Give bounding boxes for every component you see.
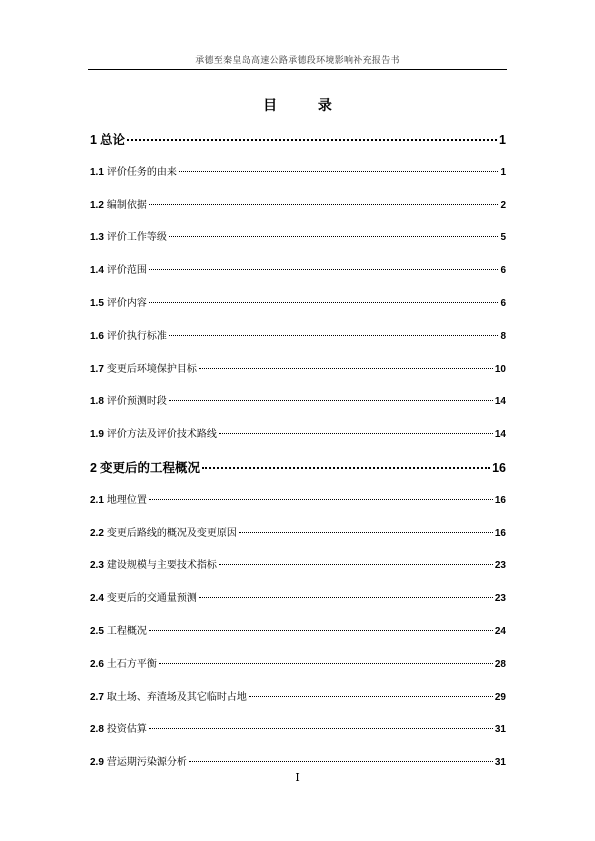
toc-entry-label: 评价范围 [106, 265, 147, 277]
toc-entry-label: 评价方法及评价技术路线 [106, 429, 217, 441]
toc-section-entry[interactable] [90, 589, 506, 604]
toc-entry-page: 8 [500, 330, 506, 342]
toc-entry-page: 16 [494, 527, 506, 539]
toc-entry-number: 2.7 [90, 691, 104, 703]
toc-leader-dots [219, 564, 493, 565]
toc-chapter-entry[interactable] [90, 130, 506, 148]
toc-entry-label: 评价任务的由来 [106, 166, 177, 178]
toc-entry-page: 2 [500, 199, 506, 211]
toc-entry-label: 建设规模与主要技术指标 [106, 560, 217, 572]
toc-entry-number: 1.1 [90, 166, 104, 178]
toc-entry-label: 变更后环境保护目标 [106, 363, 197, 375]
toc-leader-dots [179, 171, 499, 172]
toc-leader-dots [169, 400, 493, 401]
toc-entry-page: 14 [494, 396, 506, 408]
toc-leader-dots [219, 433, 493, 434]
toc-entry-page: 1 [499, 133, 506, 147]
toc-entry-label: 总论 [99, 132, 125, 147]
toc-entry-number: 1.9 [90, 429, 104, 441]
toc-entry-label: 编制依据 [106, 199, 147, 211]
toc-entry-number: 2.3 [90, 560, 104, 572]
toc-entry-number: 1.5 [90, 298, 104, 309]
toc-leader-dots [149, 499, 493, 500]
toc-section-entry[interactable] [90, 524, 506, 539]
toc-entry-number: 1.3 [90, 232, 104, 244]
toc-entry-number: 2 [90, 461, 97, 475]
page-number: I [295, 771, 300, 784]
toc-entry-number: 1.2 [90, 199, 104, 211]
toc-leader-dots [169, 236, 499, 237]
toc-leader-dots [149, 630, 493, 631]
toc-section-entry[interactable] [90, 655, 506, 670]
toc-leader-dots [199, 368, 493, 369]
toc-entry-page: 14 [494, 429, 506, 441]
toc-entry-label: 变更后的工程概况 [99, 460, 200, 475]
toc-entry-number: 1.4 [90, 265, 104, 277]
toc-leader-dots [159, 663, 493, 664]
toc-entry-page: 16 [494, 494, 506, 506]
toc-chapter-entry[interactable] [90, 458, 506, 476]
toc-section-entry[interactable] [90, 425, 506, 440]
toc-leader-dots [149, 728, 493, 729]
toc-section-entry[interactable] [90, 556, 506, 571]
toc-section-entry[interactable] [90, 360, 506, 375]
header-rule [88, 69, 507, 70]
toc-entry-page: 23 [494, 560, 506, 572]
toc-entry-page: 6 [500, 298, 506, 309]
toc-leader-dots [189, 761, 493, 762]
toc-entry-page: 24 [494, 626, 506, 637]
toc-entry-number: 2.2 [90, 527, 104, 539]
toc-entry-number: 2.8 [90, 724, 104, 736]
toc-entry-number: 1.8 [90, 396, 104, 408]
toc-entry-label: 变更后路线的概况及变更原因 [106, 527, 237, 539]
toc-entry-label: 投资估算 [106, 724, 147, 736]
toc-section-entry[interactable] [90, 294, 506, 309]
toc-entry-number: 2.5 [90, 626, 104, 637]
toc-entry-page: 29 [494, 691, 506, 703]
toc-entry-page: 31 [494, 724, 506, 736]
toc-leader-dots [127, 139, 497, 141]
toc-entry-label: 评价工作等级 [106, 232, 167, 244]
toc-entry-page: 5 [500, 232, 506, 244]
toc-section-entry[interactable] [90, 720, 506, 735]
toc-section-entry[interactable] [90, 261, 506, 276]
toc-entry-number: 2.4 [90, 593, 104, 605]
toc-leader-dots [239, 532, 493, 533]
toc-leader-dots [249, 696, 493, 697]
toc-entry-label: 土石方平衡 [106, 658, 157, 670]
toc-leader-dots [169, 335, 499, 336]
toc-section-entry[interactable] [90, 753, 506, 768]
toc-leader-dots [199, 597, 493, 598]
toc-section-entry[interactable] [90, 622, 506, 637]
running-header: 承德至秦皇岛高速公路承德段环境影响补充报告书 [195, 56, 400, 66]
toc-entry-number: 1.7 [90, 363, 104, 375]
toc-entry-page: 10 [494, 363, 506, 375]
toc-entry-page: 28 [494, 658, 506, 670]
toc-entry-label: 地理位置 [106, 494, 147, 506]
toc-entry-page: 1 [500, 166, 506, 178]
toc-entry-number: 2.1 [90, 494, 104, 506]
toc-leader-dots [149, 302, 499, 303]
toc-entry-label: 评价预测时段 [106, 396, 167, 408]
toc-entry-number: 1 [90, 133, 97, 147]
toc-entry-page: 23 [494, 593, 506, 605]
toc-entry-number: 2.9 [90, 757, 104, 769]
toc-entry-label: 评价执行标准 [106, 330, 167, 342]
toc-section-entry[interactable] [90, 392, 506, 407]
toc-section-entry[interactable] [90, 327, 506, 342]
toc-leader-dots [149, 204, 499, 205]
toc-title: 目 录 [263, 98, 350, 114]
toc-section-entry[interactable] [90, 491, 506, 506]
toc-entry-number: 1.6 [90, 330, 104, 342]
toc-entry-label: 取土场、弃渣场及其它临时占地 [106, 691, 247, 703]
toc-entry-page: 6 [500, 265, 506, 277]
toc-leader-dots [202, 467, 490, 469]
toc-leader-dots [149, 269, 499, 270]
toc-section-entry[interactable] [90, 196, 506, 211]
toc-entry-label: 营运期污染源分析 [106, 757, 187, 769]
toc-entry-page: 31 [494, 757, 506, 769]
toc-section-entry[interactable] [90, 688, 506, 703]
toc-section-entry[interactable] [90, 163, 506, 178]
toc-entry-page: 16 [492, 461, 506, 475]
toc-entry-number: 2.6 [90, 658, 104, 670]
toc-section-entry[interactable] [90, 228, 506, 243]
toc-entry-label: 评价内容 [106, 298, 147, 309]
toc-entry-label: 工程概况 [106, 626, 147, 637]
toc-entry-label: 变更后的交通量预测 [106, 593, 197, 605]
